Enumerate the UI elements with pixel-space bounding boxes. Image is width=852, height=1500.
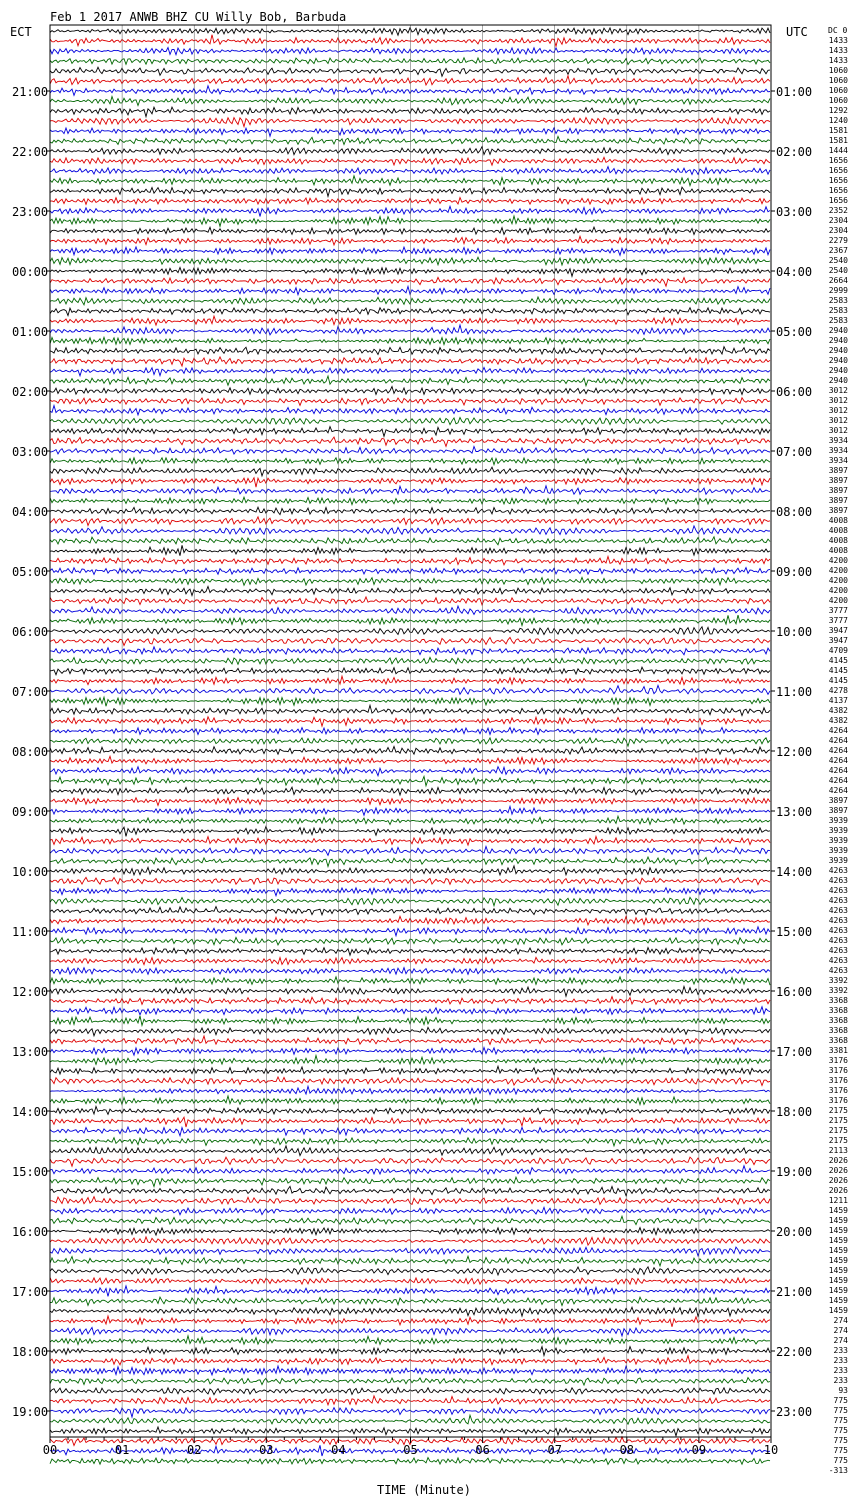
dc-offset-label: 2026 (828, 1186, 848, 1195)
left-hour-label: 19:00 (12, 1405, 49, 1419)
left-hour-label: 06:00 (12, 625, 49, 639)
dc-offset-label: 233 (833, 1376, 848, 1385)
dc-offset-label: 3939 (828, 836, 848, 845)
dc-offset-label: 775 (833, 1396, 848, 1405)
dc-offset-label: 2175 (828, 1136, 848, 1145)
dc-offset-label: 775 (833, 1426, 848, 1435)
dc-offset-label: 2113 (828, 1146, 848, 1155)
left-hour-label: 01:00 (12, 325, 49, 339)
dc-offset-label: 2175 (828, 1126, 848, 1135)
x-tick-label: 03 (259, 1443, 274, 1457)
dc-offset-label: 3897 (828, 796, 848, 805)
dc-offset-label: 1656 (828, 186, 848, 195)
dc-offset-label: 233 (833, 1366, 848, 1375)
dc-offset-label: 3897 (828, 496, 848, 505)
right-hour-label: 16:00 (776, 985, 813, 999)
right-hour-label: 03:00 (776, 205, 813, 219)
dc-offset-label: 3934 (828, 446, 848, 455)
dc-offset-label: 1459 (828, 1276, 848, 1285)
dc-offset-label: 274 (833, 1336, 848, 1345)
dc-offset-label: 4263 (828, 896, 848, 905)
dc-offset-label: 1240 (828, 116, 848, 125)
left-hour-label: 23:00 (12, 205, 49, 219)
dc-offset-label: 775 (833, 1436, 848, 1445)
right-hour-label: 04:00 (776, 265, 813, 279)
dc-offset-label: 3176 (828, 1056, 848, 1065)
dc-offset-label: 3368 (828, 1036, 848, 1045)
dc-offset-label: 3012 (828, 406, 848, 415)
dc-offset-label: 2664 (828, 276, 848, 285)
dc-offset-label: 4263 (828, 886, 848, 895)
x-tick-label: 00 (42, 1443, 58, 1457)
dc-offset-label: 1060 (828, 66, 848, 75)
dc-offset-label: 2026 (828, 1166, 848, 1175)
dc-offset-label: 1459 (828, 1266, 848, 1275)
right-hour-label: 19:00 (776, 1165, 813, 1179)
left-hour-label: 18:00 (12, 1345, 49, 1359)
dc-offset-label: 2352 (828, 206, 848, 215)
dc-offset-label: 2940 (828, 336, 848, 345)
dc-offset-label: 2583 (828, 316, 848, 325)
dc-offset-label: 4264 (828, 736, 848, 745)
right-hour-label: 05:00 (776, 325, 813, 339)
dc-offset-label: 3897 (828, 486, 848, 495)
dc-offset-label: 3368 (828, 1016, 848, 1025)
x-tick-label: 05 (403, 1443, 418, 1457)
dc-offset-label: 775 (833, 1456, 848, 1465)
dc-offset-label: 3897 (828, 466, 848, 475)
dc-offset-label: 4263 (828, 906, 848, 915)
dc-offset-label: 233 (833, 1356, 848, 1365)
dc-offset-label: 1656 (828, 176, 848, 185)
dc-offset-label: 4263 (828, 876, 848, 885)
left-hour-label: 21:00 (12, 85, 49, 99)
dc-offset-label: 3939 (828, 816, 848, 825)
right-hour-label: 22:00 (776, 1345, 813, 1359)
right-hour-label: 20:00 (776, 1225, 813, 1239)
dc-offset-label: 1292 (828, 106, 848, 115)
dc-offset-label: 4263 (828, 916, 848, 925)
dc-offset-label: 3368 (828, 1026, 848, 1035)
dc-offset-label: 3777 (828, 616, 848, 625)
dc-offset-label: 2367 (828, 246, 848, 255)
dc-offset-label: 3176 (828, 1076, 848, 1085)
dc-offset-label: 775 (833, 1416, 848, 1425)
dc-offset-label: 1060 (828, 96, 848, 105)
dc-offset-label: 2940 (828, 366, 848, 375)
dc-offset-label: 2279 (828, 236, 848, 245)
dc-offset-label: 4264 (828, 746, 848, 755)
left-hour-label: 17:00 (12, 1285, 49, 1299)
dc-offset-label: 2304 (828, 226, 848, 235)
x-tick-label: 01 (114, 1443, 130, 1457)
left-hour-label: 09:00 (12, 805, 49, 819)
dc-offset-label: 3897 (828, 806, 848, 815)
dc-offset-label: 4278 (828, 686, 848, 695)
dc-offset-label: 3176 (828, 1096, 848, 1105)
dc-offset-label: 3934 (828, 456, 848, 465)
left-hour-label: 10:00 (12, 865, 49, 879)
right-hour-label: 08:00 (776, 505, 813, 519)
dc-offset-label: 2540 (828, 256, 848, 265)
dc-offset-label: 775 (833, 1446, 848, 1455)
dc-offset-label: 4382 (828, 706, 848, 715)
dc-offset-label: 775 (833, 1406, 848, 1415)
right-hour-label: 07:00 (776, 445, 813, 459)
dc-offset-label: 1581 (828, 126, 848, 135)
dc-offset-label: 3947 (828, 626, 848, 635)
dc-offset-label: 2026 (828, 1156, 848, 1165)
dc-offset-label: 1459 (828, 1256, 848, 1265)
dc-offset-label: 4263 (828, 966, 848, 975)
dc-offset-label: 4137 (828, 696, 848, 705)
dc-offset-label: 1459 (828, 1226, 848, 1235)
dc-offset-label: 4264 (828, 756, 848, 765)
dc-offset-label: 1459 (828, 1216, 848, 1225)
dc-offset-label: 4382 (828, 716, 848, 725)
dc-offset-label: 4264 (828, 726, 848, 735)
dc-offset-label: 2583 (828, 296, 848, 305)
x-tick-label: 09 (691, 1443, 707, 1457)
dc-offset-label: 1211 (828, 1196, 848, 1205)
dc-offset-labels (829, 36, 848, 1475)
dc-offset-label: 4200 (828, 556, 848, 565)
dc-offset-label: 3392 (828, 986, 848, 995)
left-hour-label: 00:00 (12, 265, 49, 279)
chart-title: Feb 1 2017 ANWB BHZ CU Willy Bob, Barbuda (50, 10, 347, 24)
dc-offset-label: 2175 (828, 1116, 848, 1125)
dc-offset-label: 1459 (828, 1236, 848, 1245)
dc-offset-label: 2999 (828, 286, 848, 295)
right-axis-label: UTC (786, 25, 808, 39)
dc-offset-label: 4264 (828, 776, 848, 785)
dc-offset-label: 3777 (828, 606, 848, 615)
x-tick-label: 04 (331, 1443, 346, 1457)
dc-offset-label: 3934 (828, 436, 848, 445)
dc-offset-label: 4008 (828, 516, 848, 525)
left-hour-label: 11:00 (12, 925, 49, 939)
right-hour-label: 14:00 (776, 865, 813, 879)
left-hour-label: 16:00 (12, 1225, 49, 1239)
x-tick-label: 02 (186, 1443, 202, 1457)
dc-offset-label: 3939 (828, 826, 848, 835)
dc-offset-label: 4008 (828, 536, 848, 545)
dc-offset-label: 1060 (828, 76, 848, 85)
right-hour-label: 12:00 (776, 745, 813, 759)
dc-offset-label: 1444 (828, 146, 848, 155)
dc-offset-label: 4263 (828, 956, 848, 965)
dc-offset-label: 1656 (828, 166, 848, 175)
left-hour-label: 15:00 (12, 1165, 49, 1179)
dc-offset-label: 3897 (828, 476, 848, 485)
dc-offset-label: 1581 (828, 136, 848, 145)
dc-offset-label: 3897 (828, 506, 848, 515)
dc-offset-label: 1459 (828, 1246, 848, 1255)
dc-offset-label: 4709 (828, 646, 848, 655)
right-hour-label: 17:00 (776, 1045, 813, 1059)
dc-offset-label: 4263 (828, 866, 848, 875)
dc-offset-label: 1656 (828, 156, 848, 165)
dc-offset-label: 3368 (828, 996, 848, 1005)
dc-offset-label: 3012 (828, 426, 848, 435)
dc-offset-label: 4145 (828, 666, 848, 675)
dc-offset-label: 93 (838, 1386, 848, 1395)
right-hour-label: 21:00 (776, 1285, 813, 1299)
dc-offset-label: 4200 (828, 586, 848, 595)
right-hour-label: 02:00 (776, 145, 813, 159)
dc-offset-label: 2175 (828, 1106, 848, 1115)
dc-offset-label: 4008 (828, 526, 848, 535)
right-hour-label: 13:00 (776, 805, 813, 819)
dc-offset-label: 3939 (828, 856, 848, 865)
dc-label: DC 0 (828, 26, 848, 35)
dc-offset-label: 1459 (828, 1206, 848, 1215)
dc-offset-label: -313 (828, 1466, 848, 1475)
left-hour-label: 08:00 (12, 745, 49, 759)
dc-offset-label: 233 (833, 1346, 848, 1355)
x-tick-label: 10 (763, 1443, 779, 1457)
dc-offset-label: 3947 (828, 636, 848, 645)
x-tick-label: 08 (619, 1443, 635, 1457)
dc-offset-label: 4200 (828, 566, 848, 575)
right-hour-label: 18:00 (776, 1105, 813, 1119)
dc-offset-label: 1433 (828, 46, 848, 55)
dc-offset-label: 4264 (828, 786, 848, 795)
left-hour-label: 07:00 (12, 685, 49, 699)
dc-offset-label: 3012 (828, 386, 848, 395)
right-hour-label: 06:00 (776, 385, 813, 399)
right-hour-label: 10:00 (776, 625, 813, 639)
right-hour-label: 11:00 (776, 685, 813, 699)
dc-offset-label: 4264 (828, 766, 848, 775)
dc-offset-label: 2940 (828, 326, 848, 335)
dc-offset-label: 4200 (828, 576, 848, 585)
dc-offset-label: 274 (833, 1316, 848, 1325)
right-hour-label: 23:00 (776, 1405, 813, 1419)
right-hour-label: 09:00 (776, 565, 813, 579)
left-hour-label: 04:00 (12, 505, 49, 519)
left-hour-label: 02:00 (12, 385, 49, 399)
dc-offset-label: 1459 (828, 1296, 848, 1305)
dc-offset-label: 1433 (828, 36, 848, 45)
right-hour-label: 15:00 (776, 925, 813, 939)
dc-offset-label: 4145 (828, 676, 848, 685)
dc-offset-label: 1433 (828, 56, 848, 65)
left-hour-label: 12:00 (12, 985, 49, 999)
dc-offset-label: 2540 (828, 266, 848, 275)
left-hour-label: 05:00 (12, 565, 49, 579)
dc-offset-label: 4200 (828, 596, 848, 605)
x-tick-label: 06 (475, 1443, 490, 1457)
dc-offset-label: 3176 (828, 1086, 848, 1095)
dc-offset-label: 4263 (828, 926, 848, 935)
dc-offset-label: 3939 (828, 846, 848, 855)
dc-offset-label: 4263 (828, 946, 848, 955)
left-hour-label: 14:00 (12, 1105, 49, 1119)
dc-offset-label: 1656 (828, 196, 848, 205)
left-axis-label: ECT (10, 25, 32, 39)
dc-offset-label: 2940 (828, 356, 848, 365)
dc-offset-label: 3012 (828, 396, 848, 405)
dc-offset-label: 3176 (828, 1066, 848, 1075)
left-hour-label: 22:00 (12, 145, 49, 159)
x-tick-label: 07 (547, 1443, 562, 1457)
dc-offset-label: 2940 (828, 346, 848, 355)
dc-offset-label: 2304 (828, 216, 848, 225)
dc-offset-label: 2583 (828, 306, 848, 315)
left-hour-label: 13:00 (12, 1045, 49, 1059)
dc-offset-label: 274 (833, 1326, 848, 1335)
dc-offset-label: 3368 (828, 1006, 848, 1015)
right-hour-label: 01:00 (776, 85, 813, 99)
dc-offset-label: 1459 (828, 1306, 848, 1315)
dc-offset-label: 1060 (828, 86, 848, 95)
dc-offset-label: 3392 (828, 976, 848, 985)
dc-offset-label: 3012 (828, 416, 848, 425)
x-axis-label: TIME (Minute) (377, 1483, 471, 1497)
dc-offset-label: 4263 (828, 936, 848, 945)
dc-offset-label: 1459 (828, 1286, 848, 1295)
dc-offset-label: 4145 (828, 656, 848, 665)
left-hour-label: 03:00 (12, 445, 49, 459)
dc-offset-label: 3381 (828, 1046, 848, 1055)
dc-offset-label: 2026 (828, 1176, 848, 1185)
dc-offset-label: 4008 (828, 546, 848, 555)
dc-offset-label: 2940 (828, 376, 848, 385)
